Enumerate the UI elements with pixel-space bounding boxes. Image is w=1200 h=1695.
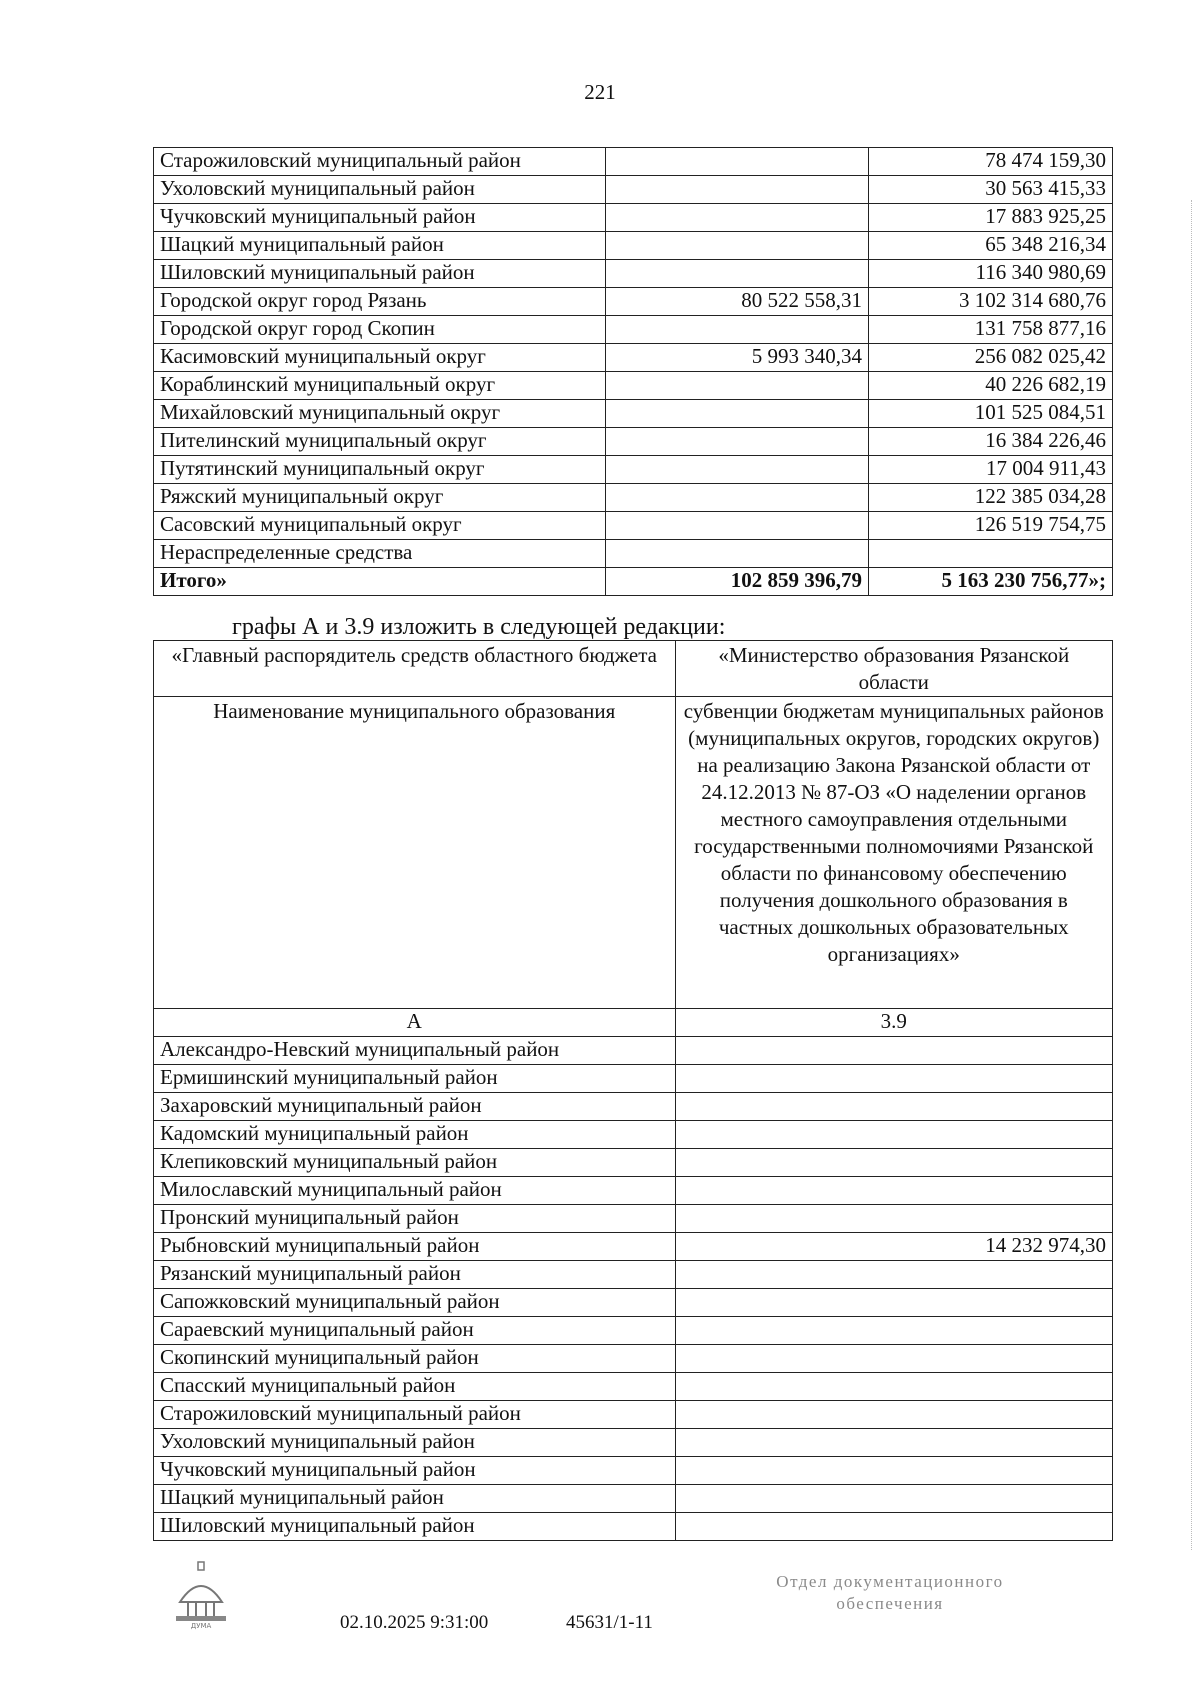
amount-col-2: 80 522 558,31 xyxy=(606,288,869,316)
table-row xyxy=(154,1261,1113,1289)
table-row xyxy=(154,1345,1113,1373)
table-row xyxy=(154,288,1113,316)
table-row xyxy=(154,456,1113,484)
subvention-amount xyxy=(675,1037,1112,1065)
municipality-name: Пронский муниципальный район xyxy=(154,1205,676,1233)
subvention-amount xyxy=(675,1149,1112,1177)
amount-col-3: 17 004 911,43 xyxy=(869,456,1113,484)
table-header-row xyxy=(154,697,1113,1009)
table-row xyxy=(154,1401,1113,1429)
table-row xyxy=(154,1205,1113,1233)
allocation-table-continued xyxy=(153,147,1113,596)
amount-col-2 xyxy=(606,540,869,568)
subvention-amount xyxy=(675,1513,1112,1541)
table-row xyxy=(154,400,1113,428)
amount-col-3: 16 384 226,46 xyxy=(869,428,1113,456)
municipality-name: Спасский муниципальный район xyxy=(154,1373,676,1401)
table-header-row xyxy=(154,641,1113,697)
table-row xyxy=(154,372,1113,400)
amount-col-2 xyxy=(606,148,869,176)
municipality-name: Старожиловский муниципальный район xyxy=(154,148,606,176)
amendment-instruction: графы А и 3.9 изложить в следующей редакции: xyxy=(232,614,726,640)
subvention-amount xyxy=(675,1373,1112,1401)
table-row xyxy=(154,1485,1113,1513)
municipality-name: Сасовский муниципальный округ xyxy=(154,512,606,540)
municipality-name: Нераспределенные средства xyxy=(154,540,606,568)
municipality-name: Ермишинский муниципальный район xyxy=(154,1065,676,1093)
stamp-line: обеспечения xyxy=(836,1594,944,1613)
table-row xyxy=(154,1457,1113,1485)
table-row xyxy=(154,1177,1113,1205)
amount-col-3: 101 525 084,51 xyxy=(869,400,1113,428)
municipality-name: Захаровский муниципальный район xyxy=(154,1093,676,1121)
subvention-amount xyxy=(675,1429,1112,1457)
header-municipality-name: Наименование муниципального образования xyxy=(154,697,676,1009)
amount-col-3 xyxy=(869,540,1113,568)
municipality-name: Александро-Невский муниципальный район xyxy=(154,1037,676,1065)
stamp-line: Отдел документационного xyxy=(776,1572,1004,1591)
table-row xyxy=(154,1037,1113,1065)
table-row xyxy=(154,344,1113,372)
municipality-name: Касимовский муниципальный округ xyxy=(154,344,606,372)
column-index-a: А xyxy=(154,1009,676,1037)
subvention-amount xyxy=(675,1093,1112,1121)
table-row xyxy=(154,316,1113,344)
municipality-name: Ухоловский муниципальный район xyxy=(154,1429,676,1457)
margin-scan-marks xyxy=(1189,200,1192,1550)
municipality-name: Шацкий муниципальный район xyxy=(154,232,606,260)
table-row xyxy=(154,1429,1113,1457)
total-amount: 5 163 230 756,77»; xyxy=(869,568,1113,596)
table-row xyxy=(154,428,1113,456)
subvention-amount xyxy=(675,1401,1112,1429)
amount-col-3: 65 348 216,34 xyxy=(869,232,1113,260)
table-row xyxy=(154,1121,1113,1149)
municipality-name: Шацкий муниципальный район xyxy=(154,1485,676,1513)
amount-col-3: 17 883 925,25 xyxy=(869,204,1113,232)
amount-col-3: 3 102 314 680,76 xyxy=(869,288,1113,316)
duma-logo-icon xyxy=(170,1560,232,1632)
amount-col-3: 116 340 980,69 xyxy=(869,260,1113,288)
amount-col-3: 122 385 034,28 xyxy=(869,484,1113,512)
amount-col-3: 256 082 025,42 xyxy=(869,344,1113,372)
municipality-name: Городской округ город Рязань xyxy=(154,288,606,316)
amount-col-2 xyxy=(606,204,869,232)
municipality-name: Чучковский муниципальный район xyxy=(154,1457,676,1485)
total-label: Итого» xyxy=(154,568,606,596)
amount-col-2 xyxy=(606,316,869,344)
amount-col-2 xyxy=(606,428,869,456)
allocation-table-3-9 xyxy=(153,640,1113,1541)
amount-col-3: 126 519 754,75 xyxy=(869,512,1113,540)
registration-number: 45631/1-11 xyxy=(566,1612,653,1633)
header-subvention-description: субвенции бюджетам муниципальных районов (муниципальных округов, городских округов) на реализацию Закона Рязанской области от 24.12.2013 № 87-ОЗ «О наделении органов местного самоуправления отдельными государственными полномочиями Рязанской области по финансовому обеспечению получения дошкольного образования в частных дошкольных образовательных организациях» xyxy=(675,697,1112,1009)
table-row xyxy=(154,1373,1113,1401)
table-row xyxy=(154,148,1113,176)
subvention-amount xyxy=(675,1261,1112,1289)
table-row xyxy=(154,1513,1113,1541)
table-row xyxy=(154,260,1113,288)
subvention-amount xyxy=(675,1205,1112,1233)
municipality-name: Рязанский муниципальный район xyxy=(154,1261,676,1289)
amount-col-2 xyxy=(606,512,869,540)
column-index-row xyxy=(154,1009,1113,1037)
subvention-amount xyxy=(675,1317,1112,1345)
table-row xyxy=(154,204,1113,232)
subvention-amount xyxy=(675,1289,1112,1317)
amount-col-2 xyxy=(606,456,869,484)
municipality-name: Сараевский муниципальный район xyxy=(154,1317,676,1345)
amount-col-2 xyxy=(606,400,869,428)
amount-col-3: 40 226 682,19 xyxy=(869,372,1113,400)
total-amount: 102 859 396,79 xyxy=(606,568,869,596)
table-row xyxy=(154,512,1113,540)
page-number: 221 xyxy=(584,80,616,104)
municipality-name: Шиловский муниципальный район xyxy=(154,260,606,288)
table-row xyxy=(154,484,1113,512)
department-stamp xyxy=(740,1571,1040,1615)
amount-col-2 xyxy=(606,176,869,204)
table-row xyxy=(154,540,1113,568)
municipality-name: Пителинский муниципальный округ xyxy=(154,428,606,456)
municipality-name: Чучковский муниципальный район xyxy=(154,204,606,232)
municipality-name: Путятинский муниципальный округ xyxy=(154,456,606,484)
subvention-amount xyxy=(675,1457,1112,1485)
municipality-name: Ряжский муниципальный округ xyxy=(154,484,606,512)
municipality-name: Кадомский муниципальный район xyxy=(154,1121,676,1149)
municipality-name: Кораблинский муниципальный округ xyxy=(154,372,606,400)
municipality-name: Старожиловский муниципальный район xyxy=(154,1401,676,1429)
municipality-name: Сапожковский муниципальный район xyxy=(154,1289,676,1317)
header-ministry: «Министерство образования Рязанской области xyxy=(675,641,1112,697)
amount-col-2: 5 993 340,34 xyxy=(606,344,869,372)
municipality-name: Рыбновский муниципальный район xyxy=(154,1233,676,1261)
table-row xyxy=(154,176,1113,204)
registration-datetime: 02.10.2025 9:31:00 xyxy=(340,1612,489,1633)
amount-col-2 xyxy=(606,260,869,288)
table-row xyxy=(154,232,1113,260)
subvention-amount: 14 232 974,30 xyxy=(675,1233,1112,1261)
amount-col-2 xyxy=(606,372,869,400)
subvention-amount xyxy=(675,1485,1112,1513)
table-row xyxy=(154,1093,1113,1121)
municipality-name: Скопинский муниципальный район xyxy=(154,1345,676,1373)
total-row xyxy=(154,568,1113,596)
table-row xyxy=(154,1289,1113,1317)
amount-col-3: 131 758 877,16 xyxy=(869,316,1113,344)
header-budget-manager: «Главный распорядитель средств областного бюджета xyxy=(154,641,676,697)
municipality-name: Клепиковский муниципальный район xyxy=(154,1149,676,1177)
column-index-3-9: 3.9 xyxy=(675,1009,1112,1037)
municipality-name: Городской округ город Скопин xyxy=(154,316,606,344)
municipality-name: Михайловский муниципальный округ xyxy=(154,400,606,428)
subvention-amount xyxy=(675,1121,1112,1149)
municipality-name: Ухоловский муниципальный район xyxy=(154,176,606,204)
municipality-name: Милославский муниципальный район xyxy=(154,1177,676,1205)
amount-col-3: 78 474 159,30 xyxy=(869,148,1113,176)
amount-col-2 xyxy=(606,232,869,260)
table-row xyxy=(154,1149,1113,1177)
amount-col-2 xyxy=(606,484,869,512)
svg-text:ДУМА: ДУМА xyxy=(190,1622,212,1630)
table-row xyxy=(154,1065,1113,1093)
table-row xyxy=(154,1233,1113,1261)
subvention-amount xyxy=(675,1177,1112,1205)
table-row xyxy=(154,1317,1113,1345)
municipality-name: Шиловский муниципальный район xyxy=(154,1513,676,1541)
subvention-amount xyxy=(675,1345,1112,1373)
subvention-amount xyxy=(675,1065,1112,1093)
amount-col-3: 30 563 415,33 xyxy=(869,176,1113,204)
